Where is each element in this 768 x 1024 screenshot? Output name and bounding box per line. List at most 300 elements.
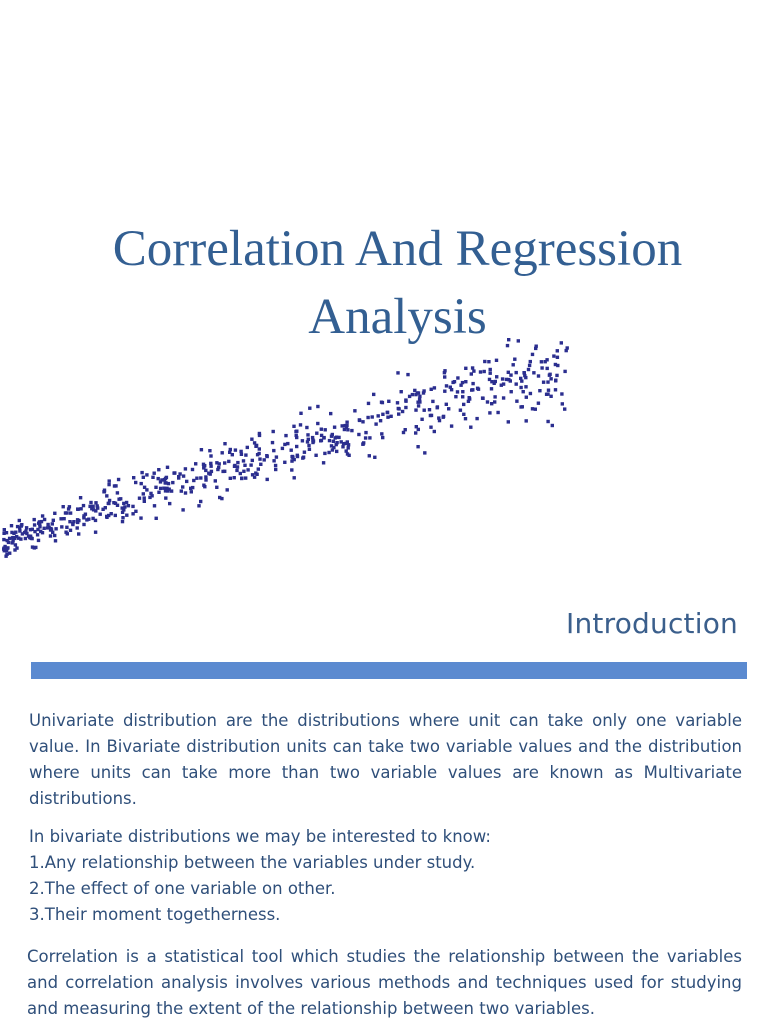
scatter-point: [330, 435, 333, 438]
scatter-point: [246, 468, 249, 471]
scatter-point: [72, 520, 75, 523]
scatter-point: [525, 419, 528, 422]
scatter-point: [54, 527, 57, 530]
scatter-point: [233, 464, 236, 467]
scatter-point: [486, 400, 489, 403]
scatter-point: [347, 446, 350, 449]
scatter-point: [290, 449, 293, 452]
scatter-point: [445, 403, 448, 406]
scatter-point: [462, 403, 465, 406]
scatter-point: [443, 375, 446, 378]
scatter-point: [18, 529, 21, 532]
scatter-point: [194, 462, 197, 465]
scatter-point: [292, 425, 295, 428]
scatter-point: [470, 372, 473, 375]
scatter-point: [253, 476, 256, 479]
scatter-point: [239, 450, 242, 453]
scatter-point: [548, 373, 551, 376]
scatter-point: [191, 468, 194, 471]
scatter-point: [495, 359, 498, 362]
scatter-point: [381, 401, 384, 404]
scatter-point: [450, 424, 453, 427]
scatter-point: [396, 401, 399, 404]
scatter-point: [456, 390, 459, 393]
scatter-point: [483, 370, 486, 373]
scatter-point: [513, 358, 516, 361]
scatter-point: [165, 487, 168, 490]
scatter-point: [24, 537, 27, 540]
scatter-point: [540, 366, 543, 369]
scatter-point: [396, 371, 399, 374]
scatter-point: [283, 461, 286, 464]
scatter-point: [417, 404, 420, 407]
scatter-point: [316, 422, 319, 425]
scatter-point: [82, 523, 85, 526]
scatter-point: [5, 547, 8, 550]
scatter-point: [286, 442, 289, 445]
scatter-point: [551, 424, 554, 427]
scatter-point: [450, 388, 453, 391]
scatter-point: [181, 508, 184, 511]
scatter-point: [265, 454, 268, 457]
scatter-point: [510, 390, 513, 393]
scatter-point: [515, 400, 518, 403]
scatter-point: [68, 505, 71, 508]
scatter-point: [531, 407, 534, 410]
scatter-point: [556, 349, 559, 352]
scatter-point: [272, 449, 275, 452]
scatter-point: [59, 517, 62, 520]
scatter-point: [306, 440, 309, 443]
scatter-point: [165, 476, 168, 479]
scatter-point: [143, 496, 146, 499]
scatter-point: [203, 485, 206, 488]
scatter-point: [454, 395, 457, 398]
scatter-point: [33, 523, 36, 526]
scatter-point: [184, 491, 187, 494]
scatter-point: [154, 486, 157, 489]
scatter-point: [251, 459, 254, 462]
scatter-point: [332, 440, 335, 443]
scatter-point: [545, 358, 548, 361]
scatter-point: [180, 489, 183, 492]
scatter-point: [487, 360, 490, 363]
scatter-point: [350, 429, 353, 432]
scatter-point: [546, 380, 549, 383]
scatter-point: [506, 344, 509, 347]
scatter-point: [266, 478, 269, 481]
scatter-point: [341, 424, 344, 427]
scatter-point: [36, 533, 39, 536]
scatter-point: [456, 376, 459, 379]
scatter-point: [364, 431, 367, 434]
scatter-point: [233, 476, 236, 479]
scatter-point: [91, 517, 94, 520]
scatter-point: [372, 393, 375, 396]
scatter-point: [335, 450, 338, 453]
scatter-point: [140, 471, 143, 474]
scatter-point: [529, 392, 532, 395]
scatter-point: [197, 504, 200, 507]
scatter-point: [258, 447, 261, 450]
scatter-point: [470, 388, 473, 391]
scatter-point: [402, 431, 405, 434]
scatter-point: [381, 413, 384, 416]
scatter-point: [209, 454, 212, 457]
scatter-point: [294, 430, 297, 433]
scatter-point: [244, 476, 247, 479]
scatter-point: [123, 505, 126, 508]
scatter-point: [368, 436, 371, 439]
scatter-point: [244, 453, 247, 456]
scatter-point: [464, 380, 467, 383]
scatter-point: [65, 526, 68, 529]
scatter-point: [254, 445, 257, 448]
scatter-point: [546, 392, 549, 395]
scatter-point: [140, 482, 143, 485]
scatter-point: [40, 520, 43, 523]
scatter-point: [330, 444, 333, 447]
scatter-point: [229, 477, 232, 480]
scatter-point: [68, 520, 71, 523]
scatter-point: [429, 426, 432, 429]
scatter-point: [414, 408, 417, 411]
scatter-point: [96, 506, 99, 509]
scatter-point: [46, 526, 49, 529]
scatter-point: [367, 402, 370, 405]
scatter-point: [33, 518, 36, 521]
scatter-point: [324, 428, 327, 431]
scatter-point: [94, 501, 97, 504]
scatter-point: [249, 463, 252, 466]
scatter-point: [18, 526, 21, 529]
scatter-point: [139, 516, 142, 519]
scatter-point: [132, 476, 135, 479]
scatter-point: [199, 500, 202, 503]
scatter-point: [320, 428, 323, 431]
scatter-point: [99, 513, 102, 516]
scatter-point: [37, 539, 40, 542]
scatter-point: [228, 451, 231, 454]
scatter-point: [208, 449, 211, 452]
scatter-point: [79, 496, 82, 499]
scatter-point: [122, 502, 125, 505]
scatter-point: [272, 459, 275, 462]
scatter-point: [345, 449, 348, 452]
scatter-point: [210, 470, 213, 473]
scatter-point: [368, 454, 371, 457]
scatter-point: [520, 379, 523, 382]
scatter-point: [471, 382, 474, 385]
paragraph-bivariate-list: [29, 824, 742, 928]
scatter-point: [443, 369, 446, 372]
scatter-point: [226, 488, 229, 491]
scatter-point: [327, 451, 330, 454]
scatter-point: [479, 370, 482, 373]
scatter-point: [25, 526, 28, 529]
scatter-point: [542, 381, 545, 384]
scatter-point: [335, 443, 338, 446]
scatter-point: [214, 479, 217, 482]
scatter-point: [502, 396, 505, 399]
scatter-point: [2, 538, 5, 541]
scatter-point: [307, 444, 310, 447]
scatter-point: [218, 496, 221, 499]
scatter-point: [34, 546, 37, 549]
scatter-point: [315, 432, 318, 435]
scatter-point: [182, 474, 185, 477]
scatter-point: [166, 466, 169, 469]
scatter-point: [114, 514, 117, 517]
scatter-point: [62, 517, 65, 520]
scatter-point: [14, 543, 17, 546]
scatter-point: [423, 451, 426, 454]
scatter-point: [76, 518, 79, 521]
scatter-point: [190, 490, 193, 493]
scatter-point: [333, 426, 336, 429]
scatter-point: [358, 418, 361, 421]
scatter-point: [546, 367, 549, 370]
scatter-point: [423, 409, 426, 412]
scatter-point: [430, 414, 433, 417]
scatter-point: [527, 368, 530, 371]
scatter-point: [475, 417, 478, 420]
list-item: 2.The effect of one variable on other.: [29, 879, 336, 898]
paragraph-distributions: Univariate distribution are the distributions where unit can take only one variable value. In Bivariate distribution units can take two variable values and the distribution where units can take more than two variable values are known as Multivariate distributions.: [29, 711, 742, 808]
scatter-point: [258, 432, 261, 435]
scatter-point: [7, 541, 10, 544]
scatter-point: [274, 468, 277, 471]
scatter-point: [525, 396, 528, 399]
scatter-point: [36, 528, 39, 531]
scatter-point: [555, 374, 558, 377]
scatter-point: [263, 458, 266, 461]
scatter-point: [306, 433, 309, 436]
scatter-point: [69, 529, 72, 532]
scatter-point: [461, 390, 464, 393]
scatter-point: [547, 389, 550, 392]
scatter-point: [250, 438, 253, 441]
scatter-point: [431, 400, 434, 403]
scatter-point: [195, 477, 198, 480]
scatter-point: [462, 413, 465, 416]
scatter-point: [556, 364, 559, 367]
scatter-point: [357, 433, 360, 436]
list-item: 3.Their moment togetherness.: [29, 905, 281, 924]
scatter-point: [223, 442, 226, 445]
scatter-point: [560, 392, 563, 395]
scatter-point: [281, 447, 284, 450]
scatter-point: [31, 528, 34, 531]
scatter-point: [380, 432, 383, 435]
scatter-point: [242, 459, 245, 462]
scatter-point: [501, 377, 504, 380]
scatter-point: [5, 531, 8, 534]
scatter-point: [112, 501, 115, 504]
scatter-point: [560, 341, 563, 344]
scatter-point: [301, 456, 304, 459]
list-item: 1.Any relationship between the variables under study.: [29, 853, 476, 872]
scatter-point: [549, 377, 552, 380]
scatter-point: [519, 405, 522, 408]
scatter-point: [185, 480, 188, 483]
scatter-point: [108, 479, 111, 482]
scatter-point: [373, 456, 376, 459]
scatter-point: [77, 532, 80, 535]
scatter-point: [108, 499, 111, 502]
scatter-point: [489, 368, 492, 371]
scatter-point: [171, 481, 174, 484]
scatter-point: [428, 408, 431, 411]
scatter-point: [43, 518, 46, 521]
scatter-point: [418, 398, 421, 401]
scatter-point: [361, 420, 364, 423]
scatter-point: [563, 407, 566, 410]
scatter-point: [116, 491, 119, 494]
scatter-point: [507, 338, 510, 341]
scatter-point: [442, 415, 445, 418]
scatter-point: [30, 537, 33, 540]
scatter-point: [364, 436, 367, 439]
scatter-point: [91, 505, 94, 508]
section-heading: Introduction: [566, 607, 738, 640]
scatter-point: [243, 464, 246, 467]
scatter-point: [381, 436, 384, 439]
scatter-point: [406, 373, 409, 376]
scatter-point: [151, 476, 154, 479]
scatter-point: [295, 445, 298, 448]
scatter-point: [366, 416, 369, 419]
scatter-point: [236, 461, 239, 464]
scatter-point: [160, 478, 163, 481]
scatter-point: [401, 410, 404, 413]
scatter-point: [337, 436, 340, 439]
scatter-point: [145, 473, 148, 476]
scatter-point: [192, 479, 195, 482]
scatter-point: [464, 417, 467, 420]
scatter-point: [23, 531, 26, 534]
scatter-point: [537, 402, 540, 405]
scatter-point: [472, 369, 475, 372]
scatter-point: [293, 458, 296, 461]
scatter-point: [53, 534, 56, 537]
scatter-point: [353, 409, 356, 412]
scatter-point: [162, 487, 165, 490]
scatter-point: [301, 439, 304, 442]
scatter-point: [546, 420, 549, 423]
scatter-point: [43, 527, 46, 530]
scatter-point: [209, 462, 212, 465]
scatter-point: [52, 519, 55, 522]
scatter-point: [82, 516, 85, 519]
scatter-point: [493, 395, 496, 398]
scatter-point: [502, 382, 505, 385]
scatter-point: [168, 502, 171, 505]
scatter-point: [143, 500, 146, 503]
scatter-point: [10, 524, 13, 527]
scatter-point: [258, 457, 261, 460]
scatter-point: [524, 385, 527, 388]
scatter-point: [561, 402, 564, 405]
scatter-point: [443, 390, 446, 393]
scatter-point: [272, 430, 275, 433]
scatter-point: [303, 451, 306, 454]
scatter-point: [540, 360, 543, 363]
scatter-point: [184, 467, 187, 470]
scatter-point: [322, 461, 325, 464]
scatter-point: [314, 454, 317, 457]
scatter-point: [496, 411, 499, 414]
scatter-point: [537, 374, 540, 377]
scatter-point: [445, 384, 448, 387]
scatter-point: [311, 438, 314, 441]
scatter-point: [191, 486, 194, 489]
scatter-point: [416, 401, 419, 404]
scatter-point: [240, 477, 243, 480]
scatter-point: [453, 380, 456, 383]
scatter-point: [422, 391, 425, 394]
scatter-point: [346, 452, 349, 455]
scatter-point: [509, 379, 512, 382]
scatter-point: [217, 466, 220, 469]
scatter-point: [107, 483, 110, 486]
scatter-point: [389, 415, 392, 418]
scatter-point: [53, 512, 56, 515]
scatter-point: [87, 518, 90, 521]
scatter-point: [397, 412, 400, 415]
scatter-point: [134, 481, 137, 484]
scatter-point: [532, 371, 535, 374]
scatter-point: [291, 455, 294, 458]
scatter-point: [41, 514, 44, 517]
scatter-point: [215, 486, 218, 489]
scatter-point: [107, 502, 110, 505]
scatter-point: [89, 501, 92, 504]
scatter-point: [240, 453, 243, 456]
scatter-point: [387, 400, 390, 403]
scatter-point: [181, 485, 184, 488]
scatter-point: [535, 345, 538, 348]
scatter-point: [461, 395, 464, 398]
scatter-point: [386, 416, 389, 419]
scatter-point: [538, 389, 541, 392]
scatter-point: [290, 468, 293, 471]
scatter-point: [322, 436, 325, 439]
scatter-point: [3, 528, 6, 531]
scatter-point: [235, 469, 238, 472]
scatter-point: [528, 364, 531, 367]
scatter-point: [14, 531, 17, 534]
scatter-point: [420, 418, 423, 421]
scatter-point: [177, 475, 180, 478]
scatter-point: [490, 380, 493, 383]
scatter-plot-decoration: [0, 330, 600, 580]
scatter-point: [223, 461, 226, 464]
scatter-point: [149, 492, 152, 495]
scatter-point: [64, 511, 67, 514]
scatter-point: [507, 371, 510, 374]
scatter-point: [15, 546, 18, 549]
scatter-point: [164, 481, 167, 484]
scatter-point: [46, 523, 49, 526]
scatter-point: [76, 526, 79, 529]
scatter-point: [437, 416, 440, 419]
scatter-point: [469, 426, 472, 429]
scatter-point: [377, 414, 380, 417]
scatter-point: [495, 375, 498, 378]
scatter-point: [515, 371, 518, 374]
scatter-point: [121, 511, 124, 514]
